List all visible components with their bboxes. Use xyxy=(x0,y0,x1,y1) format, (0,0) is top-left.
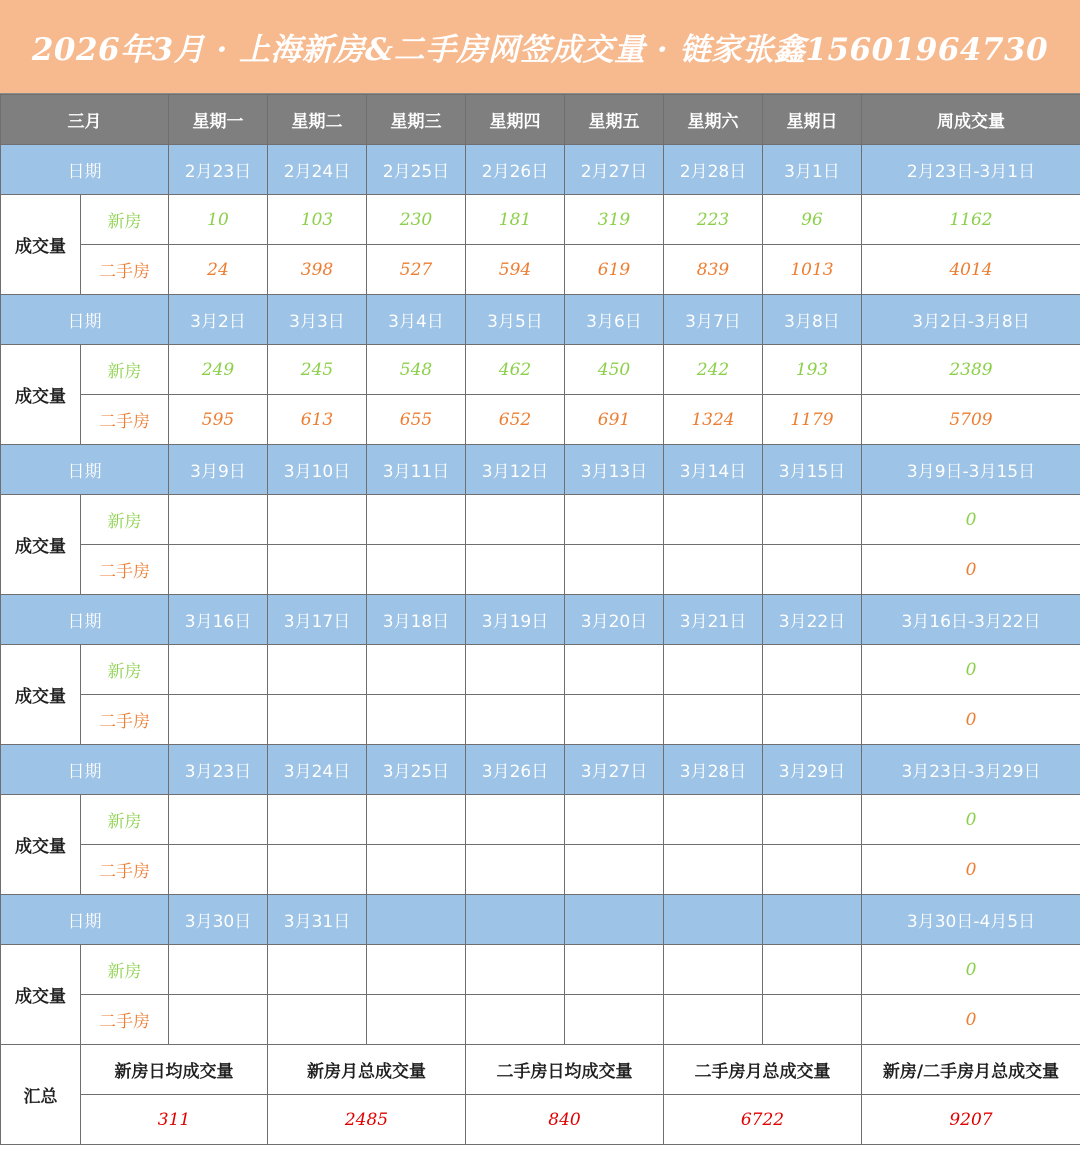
new-house-label: 新房 xyxy=(81,495,169,545)
second-hand-value xyxy=(763,995,862,1045)
header-thu: 星期四 xyxy=(466,95,565,145)
new-house-value xyxy=(664,945,763,995)
second-hand-value xyxy=(268,995,367,1045)
new-house-week-total: 0 xyxy=(862,945,1080,995)
new-house-label: 新房 xyxy=(81,945,169,995)
new-house-row xyxy=(1,495,1080,545)
second-hand-value: 1179 xyxy=(763,395,862,445)
date-cell: 3月11日 xyxy=(367,445,466,495)
new-house-value xyxy=(169,795,268,845)
second-hand-row xyxy=(1,395,1080,445)
second-hand-value xyxy=(763,545,862,595)
new-house-value: 103 xyxy=(268,195,367,245)
summary-header: 二手房日均成交量 xyxy=(466,1045,664,1095)
date-cell: 2月23日 xyxy=(169,145,268,195)
second-hand-label: 二手房 xyxy=(81,545,169,595)
date-cell: 3月1日 xyxy=(763,145,862,195)
second-hand-value xyxy=(565,995,664,1045)
new-house-value xyxy=(565,795,664,845)
date-cell: 2月26日 xyxy=(466,145,565,195)
date-cell: 3月2日 xyxy=(169,295,268,345)
second-hand-row xyxy=(1,845,1080,895)
new-house-value: 230 xyxy=(367,195,466,245)
new-house-row xyxy=(1,195,1080,245)
summary-header: 新房/二手房月总成交量 xyxy=(862,1045,1080,1095)
date-row xyxy=(1,295,1080,345)
new-house-value xyxy=(763,495,862,545)
date-cell: 3月22日 xyxy=(763,595,862,645)
second-hand-value xyxy=(664,545,763,595)
second-hand-value: 619 xyxy=(565,245,664,295)
new-house-value xyxy=(268,645,367,695)
date-cell: 3月19日 xyxy=(466,595,565,645)
date-cell: 3月30日 xyxy=(169,895,268,945)
date-cell: 3月15日 xyxy=(763,445,862,495)
new-house-value: 223 xyxy=(664,195,763,245)
new-house-value: 450 xyxy=(565,345,664,395)
new-house-row xyxy=(1,345,1080,395)
week-range: 3月2日-3月8日 xyxy=(862,295,1080,345)
second-hand-value xyxy=(268,545,367,595)
second-hand-value xyxy=(367,995,466,1045)
new-house-value xyxy=(466,945,565,995)
date-cell: 2月24日 xyxy=(268,145,367,195)
second-hand-value xyxy=(466,545,565,595)
summary-value-row xyxy=(1,1095,1080,1145)
date-row-label: 日期 xyxy=(1,445,169,495)
second-hand-value xyxy=(169,545,268,595)
new-house-value xyxy=(763,795,862,845)
second-hand-value xyxy=(367,845,466,895)
second-hand-value xyxy=(169,845,268,895)
new-house-value: 319 xyxy=(565,195,664,245)
new-house-value xyxy=(268,795,367,845)
date-row-label: 日期 xyxy=(1,295,169,345)
new-house-value: 10 xyxy=(169,195,268,245)
new-house-value xyxy=(763,945,862,995)
second-hand-value: 655 xyxy=(367,395,466,445)
new-house-value xyxy=(367,795,466,845)
date-cell: 3月5日 xyxy=(466,295,565,345)
header-fri: 星期五 xyxy=(565,95,664,145)
summary-header: 新房月总成交量 xyxy=(268,1045,466,1095)
second-hand-value: 527 xyxy=(367,245,466,295)
date-cell: 3月9日 xyxy=(169,445,268,495)
new-house-row xyxy=(1,795,1080,845)
new-house-value: 96 xyxy=(763,195,862,245)
date-cell: 3月29日 xyxy=(763,745,862,795)
second-hand-value xyxy=(466,695,565,745)
date-cell: 3月3日 xyxy=(268,295,367,345)
week-range: 3月16日-3月22日 xyxy=(862,595,1080,645)
new-house-value xyxy=(466,795,565,845)
second-hand-row xyxy=(1,695,1080,745)
date-cell: 3月26日 xyxy=(466,745,565,795)
date-cell: 3月27日 xyxy=(565,745,664,795)
date-cell: 3月10日 xyxy=(268,445,367,495)
second-hand-value: 24 xyxy=(169,245,268,295)
date-cell: 3月24日 xyxy=(268,745,367,795)
date-cell xyxy=(466,895,565,945)
new-house-value xyxy=(268,945,367,995)
second-hand-week-total: 0 xyxy=(862,845,1080,895)
header-mon: 星期一 xyxy=(169,95,268,145)
new-house-value xyxy=(763,645,862,695)
new-house-value xyxy=(169,495,268,545)
week-range: 3月9日-3月15日 xyxy=(862,445,1080,495)
new-house-value: 249 xyxy=(169,345,268,395)
date-cell: 3月16日 xyxy=(169,595,268,645)
second-hand-value: 398 xyxy=(268,245,367,295)
new-house-value xyxy=(169,645,268,695)
summary-header-row xyxy=(1,1045,1080,1095)
new-house-value xyxy=(565,945,664,995)
date-cell xyxy=(664,895,763,945)
header-sun: 星期日 xyxy=(763,95,862,145)
header-row xyxy=(1,95,1080,145)
date-cell: 2月28日 xyxy=(664,145,763,195)
second-hand-value xyxy=(664,845,763,895)
new-house-value: 548 xyxy=(367,345,466,395)
date-cell: 3月25日 xyxy=(367,745,466,795)
date-cell: 3月7日 xyxy=(664,295,763,345)
second-hand-value xyxy=(664,995,763,1045)
second-hand-row xyxy=(1,995,1080,1045)
new-house-week-total: 1162 xyxy=(862,195,1080,245)
new-house-value xyxy=(367,945,466,995)
date-cell: 3月17日 xyxy=(268,595,367,645)
week-range: 3月30日-4月5日 xyxy=(862,895,1080,945)
new-house-value: 193 xyxy=(763,345,862,395)
second-hand-value: 1013 xyxy=(763,245,862,295)
second-hand-week-total: 0 xyxy=(862,695,1080,745)
date-cell: 3月31日 xyxy=(268,895,367,945)
new-house-week-total: 0 xyxy=(862,795,1080,845)
header-month: 三月 xyxy=(1,95,169,145)
second-hand-value xyxy=(169,695,268,745)
second-hand-value xyxy=(763,845,862,895)
week-range: 3月23日-3月29日 xyxy=(862,745,1080,795)
new-house-value xyxy=(664,795,763,845)
date-row xyxy=(1,895,1080,945)
date-cell: 3月14日 xyxy=(664,445,763,495)
new-house-value: 242 xyxy=(664,345,763,395)
volume-label: 成交量 xyxy=(1,645,81,745)
new-house-value xyxy=(367,645,466,695)
second-hand-value xyxy=(565,845,664,895)
new-house-value xyxy=(565,495,664,545)
new-house-week-total: 0 xyxy=(862,645,1080,695)
summary-header: 新房日均成交量 xyxy=(81,1045,268,1095)
date-row xyxy=(1,445,1080,495)
second-hand-value xyxy=(367,695,466,745)
date-cell: 3月21日 xyxy=(664,595,763,645)
second-hand-label: 二手房 xyxy=(81,395,169,445)
new-house-label: 新房 xyxy=(81,795,169,845)
date-row-label: 日期 xyxy=(1,745,169,795)
summary-header: 二手房月总成交量 xyxy=(664,1045,862,1095)
second-hand-week-total: 0 xyxy=(862,995,1080,1045)
second-hand-value xyxy=(565,545,664,595)
second-hand-week-total: 4014 xyxy=(862,245,1080,295)
date-cell: 3月4日 xyxy=(367,295,466,345)
summary-value: 2485 xyxy=(268,1095,466,1145)
new-house-row xyxy=(1,945,1080,995)
new-house-value xyxy=(466,495,565,545)
new-house-value xyxy=(565,645,664,695)
summary-value: 840 xyxy=(466,1095,664,1145)
new-house-value: 245 xyxy=(268,345,367,395)
date-cell xyxy=(367,895,466,945)
second-hand-label: 二手房 xyxy=(81,245,169,295)
page-title: 2026年3月 · 上海新房&二手房网签成交量 · 链家张鑫15601964730 xyxy=(0,0,1080,94)
second-hand-value xyxy=(466,845,565,895)
date-cell: 3月23日 xyxy=(169,745,268,795)
header-weekly-total: 周成交量 xyxy=(862,95,1080,145)
date-row-label: 日期 xyxy=(1,595,169,645)
second-hand-week-total: 5709 xyxy=(862,395,1080,445)
new-house-value: 462 xyxy=(466,345,565,395)
second-hand-value: 691 xyxy=(565,395,664,445)
volume-label: 成交量 xyxy=(1,495,81,595)
second-hand-value xyxy=(367,545,466,595)
date-cell: 3月13日 xyxy=(565,445,664,495)
volume-label: 成交量 xyxy=(1,795,81,895)
new-house-week-total: 2389 xyxy=(862,345,1080,395)
date-cell: 3月6日 xyxy=(565,295,664,345)
new-house-value xyxy=(664,645,763,695)
date-cell: 3月28日 xyxy=(664,745,763,795)
second-hand-label: 二手房 xyxy=(81,845,169,895)
new-house-value xyxy=(169,945,268,995)
second-hand-value xyxy=(664,695,763,745)
second-hand-week-total: 0 xyxy=(862,545,1080,595)
second-hand-value xyxy=(268,845,367,895)
date-cell xyxy=(763,895,862,945)
new-house-value xyxy=(367,495,466,545)
second-hand-label: 二手房 xyxy=(81,995,169,1045)
header-sat: 星期六 xyxy=(664,95,763,145)
new-house-value xyxy=(664,495,763,545)
second-hand-value xyxy=(169,995,268,1045)
header-tue: 星期二 xyxy=(268,95,367,145)
date-cell: 3月8日 xyxy=(763,295,862,345)
second-hand-value xyxy=(466,995,565,1045)
second-hand-value: 613 xyxy=(268,395,367,445)
second-hand-row xyxy=(1,245,1080,295)
summary-value: 311 xyxy=(81,1095,268,1145)
new-house-week-total: 0 xyxy=(862,495,1080,545)
new-house-value xyxy=(466,645,565,695)
second-hand-value: 595 xyxy=(169,395,268,445)
second-hand-row xyxy=(1,545,1080,595)
new-house-value xyxy=(268,495,367,545)
new-house-row xyxy=(1,645,1080,695)
transaction-table xyxy=(0,94,1080,1145)
date-cell: 3月18日 xyxy=(367,595,466,645)
new-house-label: 新房 xyxy=(81,645,169,695)
summary-value: 9207 xyxy=(862,1095,1080,1145)
second-hand-value: 652 xyxy=(466,395,565,445)
volume-label: 成交量 xyxy=(1,195,81,295)
second-hand-value xyxy=(268,695,367,745)
week-range: 2月23日-3月1日 xyxy=(862,145,1080,195)
header-wed: 星期三 xyxy=(367,95,466,145)
date-cell xyxy=(565,895,664,945)
second-hand-value: 594 xyxy=(466,245,565,295)
date-row-label: 日期 xyxy=(1,145,169,195)
date-cell: 3月12日 xyxy=(466,445,565,495)
date-row xyxy=(1,595,1080,645)
second-hand-value: 839 xyxy=(664,245,763,295)
new-house-value: 181 xyxy=(466,195,565,245)
second-hand-label: 二手房 xyxy=(81,695,169,745)
second-hand-value: 1324 xyxy=(664,395,763,445)
second-hand-value xyxy=(565,695,664,745)
volume-label: 成交量 xyxy=(1,945,81,1045)
new-house-label: 新房 xyxy=(81,195,169,245)
date-cell: 3月20日 xyxy=(565,595,664,645)
date-row xyxy=(1,745,1080,795)
date-row xyxy=(1,145,1080,195)
summary-value: 6722 xyxy=(664,1095,862,1145)
second-hand-value xyxy=(763,695,862,745)
summary-label: 汇总 xyxy=(1,1045,81,1145)
volume-label: 成交量 xyxy=(1,345,81,445)
new-house-label: 新房 xyxy=(81,345,169,395)
date-cell: 2月25日 xyxy=(367,145,466,195)
date-cell: 2月27日 xyxy=(565,145,664,195)
date-row-label: 日期 xyxy=(1,895,169,945)
